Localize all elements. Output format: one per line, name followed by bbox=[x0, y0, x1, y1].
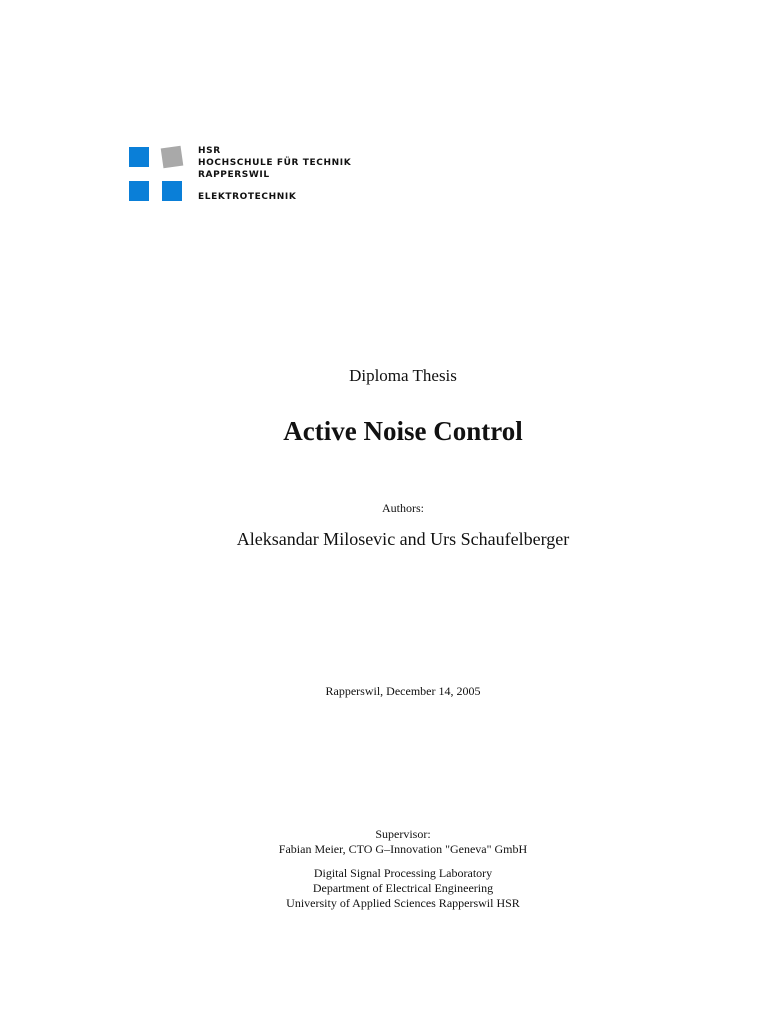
thesis-title: Active Noise Control bbox=[283, 416, 523, 446]
supervisor-name: Fabian Meier, CTO G–Innovation "Geneva" GmbH bbox=[278, 842, 528, 856]
logo-institution-name bbox=[198, 145, 351, 181]
authors-label: Authors: bbox=[382, 501, 424, 515]
logo-square-bottom-right bbox=[162, 181, 182, 201]
institution-line: Digital Signal Processing Laboratory bbox=[313, 866, 493, 880]
institution-line: Department of Electrical Engineering bbox=[312, 881, 494, 895]
place-date: Rapperswil, December 14, 2005 bbox=[325, 684, 481, 698]
hsr-logo bbox=[128, 143, 358, 205]
institution-block bbox=[0, 866, 768, 911]
logo-square-top-right bbox=[161, 146, 184, 169]
logo-department: ELEKTROTECHNIK bbox=[198, 192, 297, 202]
logo-line: HSR bbox=[198, 146, 221, 156]
institution-line: University of Applied Sciences Rapperswil HSR bbox=[286, 896, 520, 910]
logo-line: RAPPERSWIL bbox=[198, 170, 270, 180]
logo-square-top-left bbox=[129, 147, 149, 167]
document-type: Diploma Thesis bbox=[349, 366, 457, 385]
supervisor-label: Supervisor: bbox=[375, 827, 431, 841]
authors: Aleksandar Milosevic and Urs Schaufelberger bbox=[236, 529, 570, 549]
logo-line: HOCHSCHULE FÜR TECHNIK bbox=[198, 158, 352, 168]
logo-square-bottom-left bbox=[129, 181, 149, 201]
